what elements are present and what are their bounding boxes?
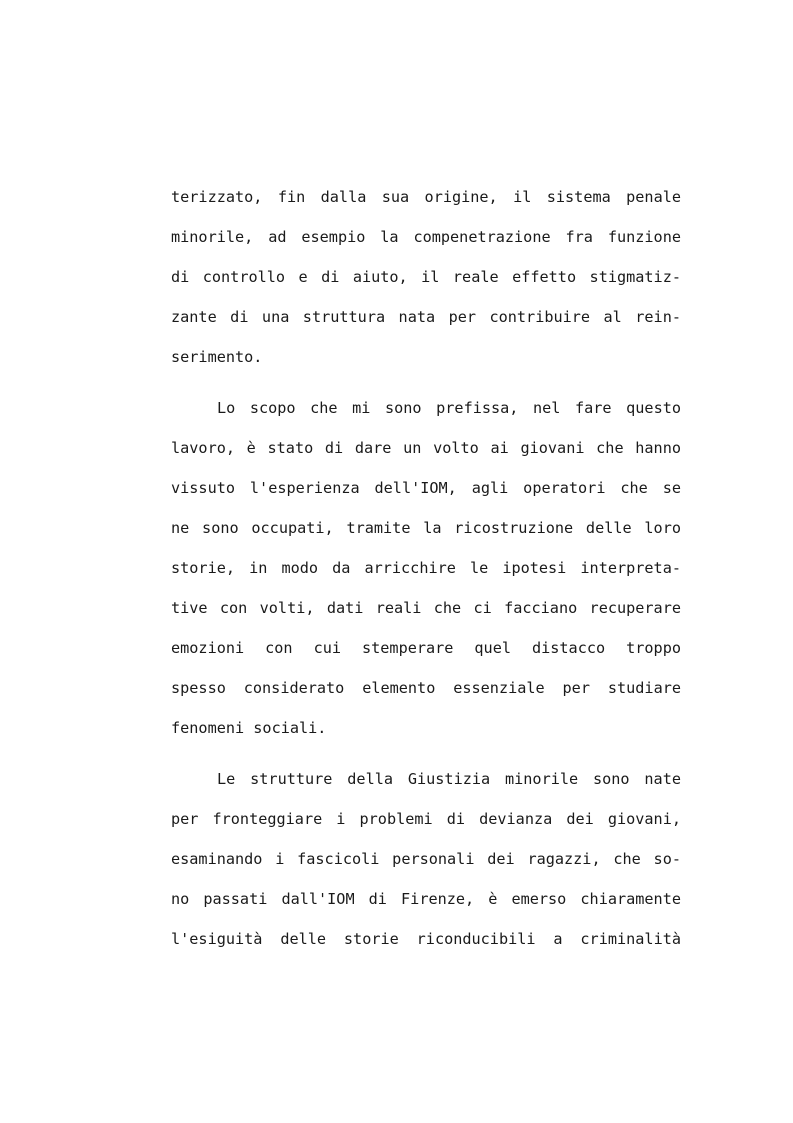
- text-line: ne sono occupati, tramite la ricostruzione delle loro: [171, 519, 681, 537]
- text-line: spesso considerato elemento essenziale per studiare: [171, 679, 681, 697]
- text-line: tive con volti, dati reali che ci facciano recuperare: [171, 599, 681, 617]
- paragraph-1: [171, 184, 681, 384]
- text-line: terizzato, fin dalla sua origine, il sistema penale: [171, 188, 681, 206]
- text-line: serimento.: [171, 348, 263, 366]
- text-line: zante di una struttura nata per contribuire al rein-: [171, 308, 681, 326]
- text-line: minorile, ad esempio la compenetrazione fra funzione: [171, 228, 681, 246]
- text-line: no passati dall'IOM di Firenze, è emerso chiaramente: [171, 890, 681, 908]
- text-line: lavoro, è stato di dare un volto ai giovani che hanno: [171, 439, 681, 457]
- text-line: Le strutture della Giustizia minorile sono nate: [217, 770, 681, 788]
- body-text: [171, 184, 681, 966]
- text-line: Lo scopo che mi sono prefissa, nel fare questo: [217, 399, 681, 417]
- text-line: vissuto l'esperienza dell'IOM, agli operatori che se: [171, 479, 681, 497]
- text-line: storie, in modo da arricchire le ipotesi interpreta-: [171, 559, 681, 577]
- text-line: l'esiguità delle storie riconducibili a criminalità: [171, 930, 681, 948]
- text-line: emozioni con cui stemperare quel distacco troppo: [171, 639, 681, 657]
- text-line: fenomeni sociali.: [171, 719, 327, 737]
- text-line: di controllo e di aiuto, il reale effetto stigmatiz-: [171, 268, 681, 286]
- text-line: esaminando i fascicoli personali dei ragazzi, che so-: [171, 850, 681, 868]
- text-line: per fronteggiare i problemi di devianza dei giovani,: [171, 810, 681, 828]
- paragraph-3: [171, 766, 681, 966]
- paragraph-2: [171, 395, 681, 755]
